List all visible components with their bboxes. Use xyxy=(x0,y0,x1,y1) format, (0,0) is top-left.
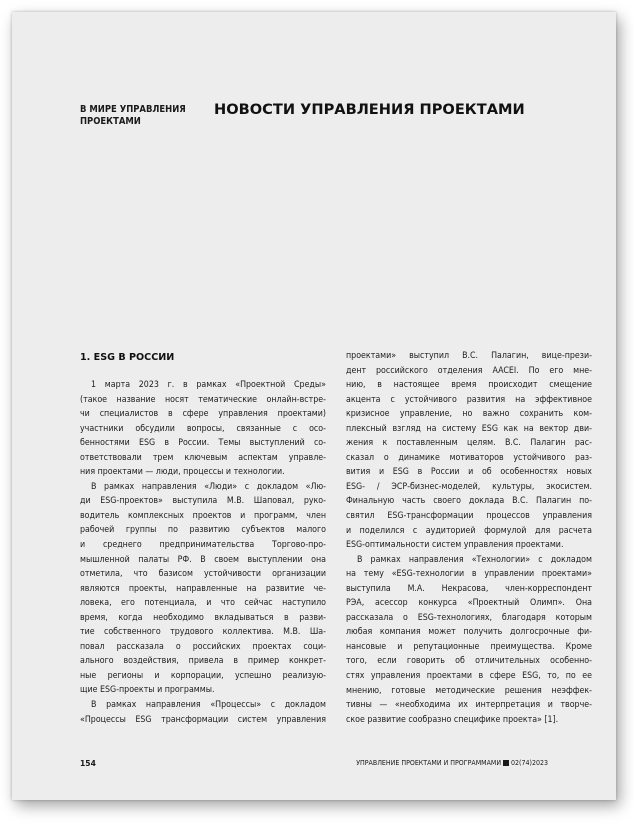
text-line: того, если говорить об отличительных особенно- xyxy=(346,656,592,667)
text-line: ди ESG-проектов» выступила М.В. Шаповал, руко- xyxy=(80,496,326,507)
text-line: тивны — «необходима их интерпретация и творче- xyxy=(346,700,592,711)
text-line: нию, в настоящее время происходит смещение xyxy=(346,380,592,391)
text-line: В рамках направления «Люди» с докладом «Лю- xyxy=(91,481,326,492)
section-label-line1: В МИРЕ УПРАВЛЕНИЯ xyxy=(80,104,186,115)
text-line: рабочей группы по развитию субъектов малого xyxy=(80,525,326,536)
text-line: ные регионы и корпорации, успешно реализую- xyxy=(80,670,326,681)
text-line: отметила, что базисом устойчивости организации xyxy=(80,569,326,580)
square-separator-icon xyxy=(503,760,509,766)
text-line: являются проекты, направленные на развитие че- xyxy=(80,583,326,594)
right-column-text xyxy=(346,349,592,727)
text-line: ESG- / ЭСР-бизнес-моделей, культуры, экосистем. xyxy=(346,481,592,492)
text-line: выступила М.А. Некрасова, член-корреспондент xyxy=(346,583,592,594)
text-line: ния проектами — люди, процессы и технологии. xyxy=(80,467,285,478)
text-line: В рамках направления «Процессы» с докладом xyxy=(91,700,326,711)
text-line: ответствовали трем ключевым аспектам управле- xyxy=(80,452,326,463)
text-line: щие ESG-проекты и программы. xyxy=(80,685,215,696)
journal-name: УПРАВЛЕНИЕ ПРОЕКТАМИ И ПРОГРАММАМИ xyxy=(356,759,502,767)
text-line: и поделился с аудиторией формулой для расчета xyxy=(346,525,592,536)
issue-number: 02(74)2023 xyxy=(511,759,548,767)
text-line: участники обсудили вопросы, связанные с осо- xyxy=(80,423,326,434)
footer-journal xyxy=(356,759,548,767)
text-line: сказал о динамике мотиваторов устойчивого раз- xyxy=(346,452,592,463)
text-line: святил ESG-трансформации процессов управления xyxy=(346,511,592,522)
section-label xyxy=(80,104,200,128)
text-line: водитель комплексных проектов и программ, член xyxy=(80,510,326,521)
text-line: повал рассказала о российских проектах соци- xyxy=(80,641,326,652)
text-line: время, когда необходимо вкладываться в разви- xyxy=(80,612,326,623)
text-line: бенностями ESG в России. Темы выступлений со- xyxy=(80,438,326,449)
page-number: 154 xyxy=(80,759,96,768)
text-line: Финальную часть своего доклада В.С. Палагин по- xyxy=(346,496,592,507)
text-line: мышленной палаты РФ. В своем выступлении она xyxy=(80,554,326,565)
left-column-text xyxy=(80,378,326,727)
text-line: любая компания может получить долгосрочные фи- xyxy=(346,627,592,638)
text-line: жения к поставленным целям. В.С. Палагин рас- xyxy=(346,438,592,449)
text-line: тие собственного трудового коллектива. М.В. Ша- xyxy=(80,627,326,638)
text-line: рассказала о ESG-технологиях, благодаря которым xyxy=(346,612,592,623)
text-line: 1 марта 2023 г. в рамках «Проектной Среды» xyxy=(91,380,326,390)
text-line: акцента с устойчивого развития на эффективное xyxy=(346,394,592,405)
text-line: нансовые и репутационные преимущества. Кроме xyxy=(346,641,592,652)
section-label-line2: ПРОЕКТАМИ xyxy=(80,116,141,127)
text-line: кризисное управление, но важно сохранить ком- xyxy=(346,409,592,420)
text-line: ловека, его потенциала, и что сейчас наступило xyxy=(80,598,326,609)
text-line: РЭА, асессор конкурса «Проектный Олимп». Она xyxy=(346,598,592,609)
text-line: ального воздействия, привела в пример конкрет- xyxy=(80,656,326,667)
text-line: вития и ESG в России и об особенностях новых xyxy=(346,467,592,478)
text-line: на тему «ESG-технологии в управлении проектами» xyxy=(346,569,592,580)
text-line: дент российского отделения AACEI. По его мне- xyxy=(346,365,592,376)
text-line: плексный взгляд на систему ESG как на вектор дви- xyxy=(346,423,592,434)
text-line: (такое название носят тематические онлайн-встре- xyxy=(80,394,326,405)
right-column xyxy=(346,349,592,727)
text-line: стях управления проектами в сфере ESG, то, по ее xyxy=(346,671,592,682)
left-column xyxy=(80,351,326,727)
text-line: В рамках направления «Технологии» с докладом xyxy=(357,554,592,565)
page-title: НОВОСТИ УПРАВЛЕНИЯ ПРОЕКТАМИ xyxy=(214,101,525,118)
text-line: чи специалистов в сфере управления проектами) xyxy=(80,409,326,420)
text-line: ское развитие сообразно специфике проекта» [1]. xyxy=(346,714,559,725)
magazine-page xyxy=(12,12,616,800)
text-line: мнению, готовые методические решения неэффек- xyxy=(346,685,592,696)
text-line: и среднего предпринимательства Торгово-про- xyxy=(80,540,326,551)
article-heading: 1. ESG В РОССИИ xyxy=(80,352,175,363)
text-line: ESG-оптимальности систем управления проектами. xyxy=(346,540,564,551)
text-line: проектами» выступил В.С. Палагин, вице-прези- xyxy=(346,351,592,361)
text-line: «Процессы ESG трансформации систем управления xyxy=(80,714,326,725)
